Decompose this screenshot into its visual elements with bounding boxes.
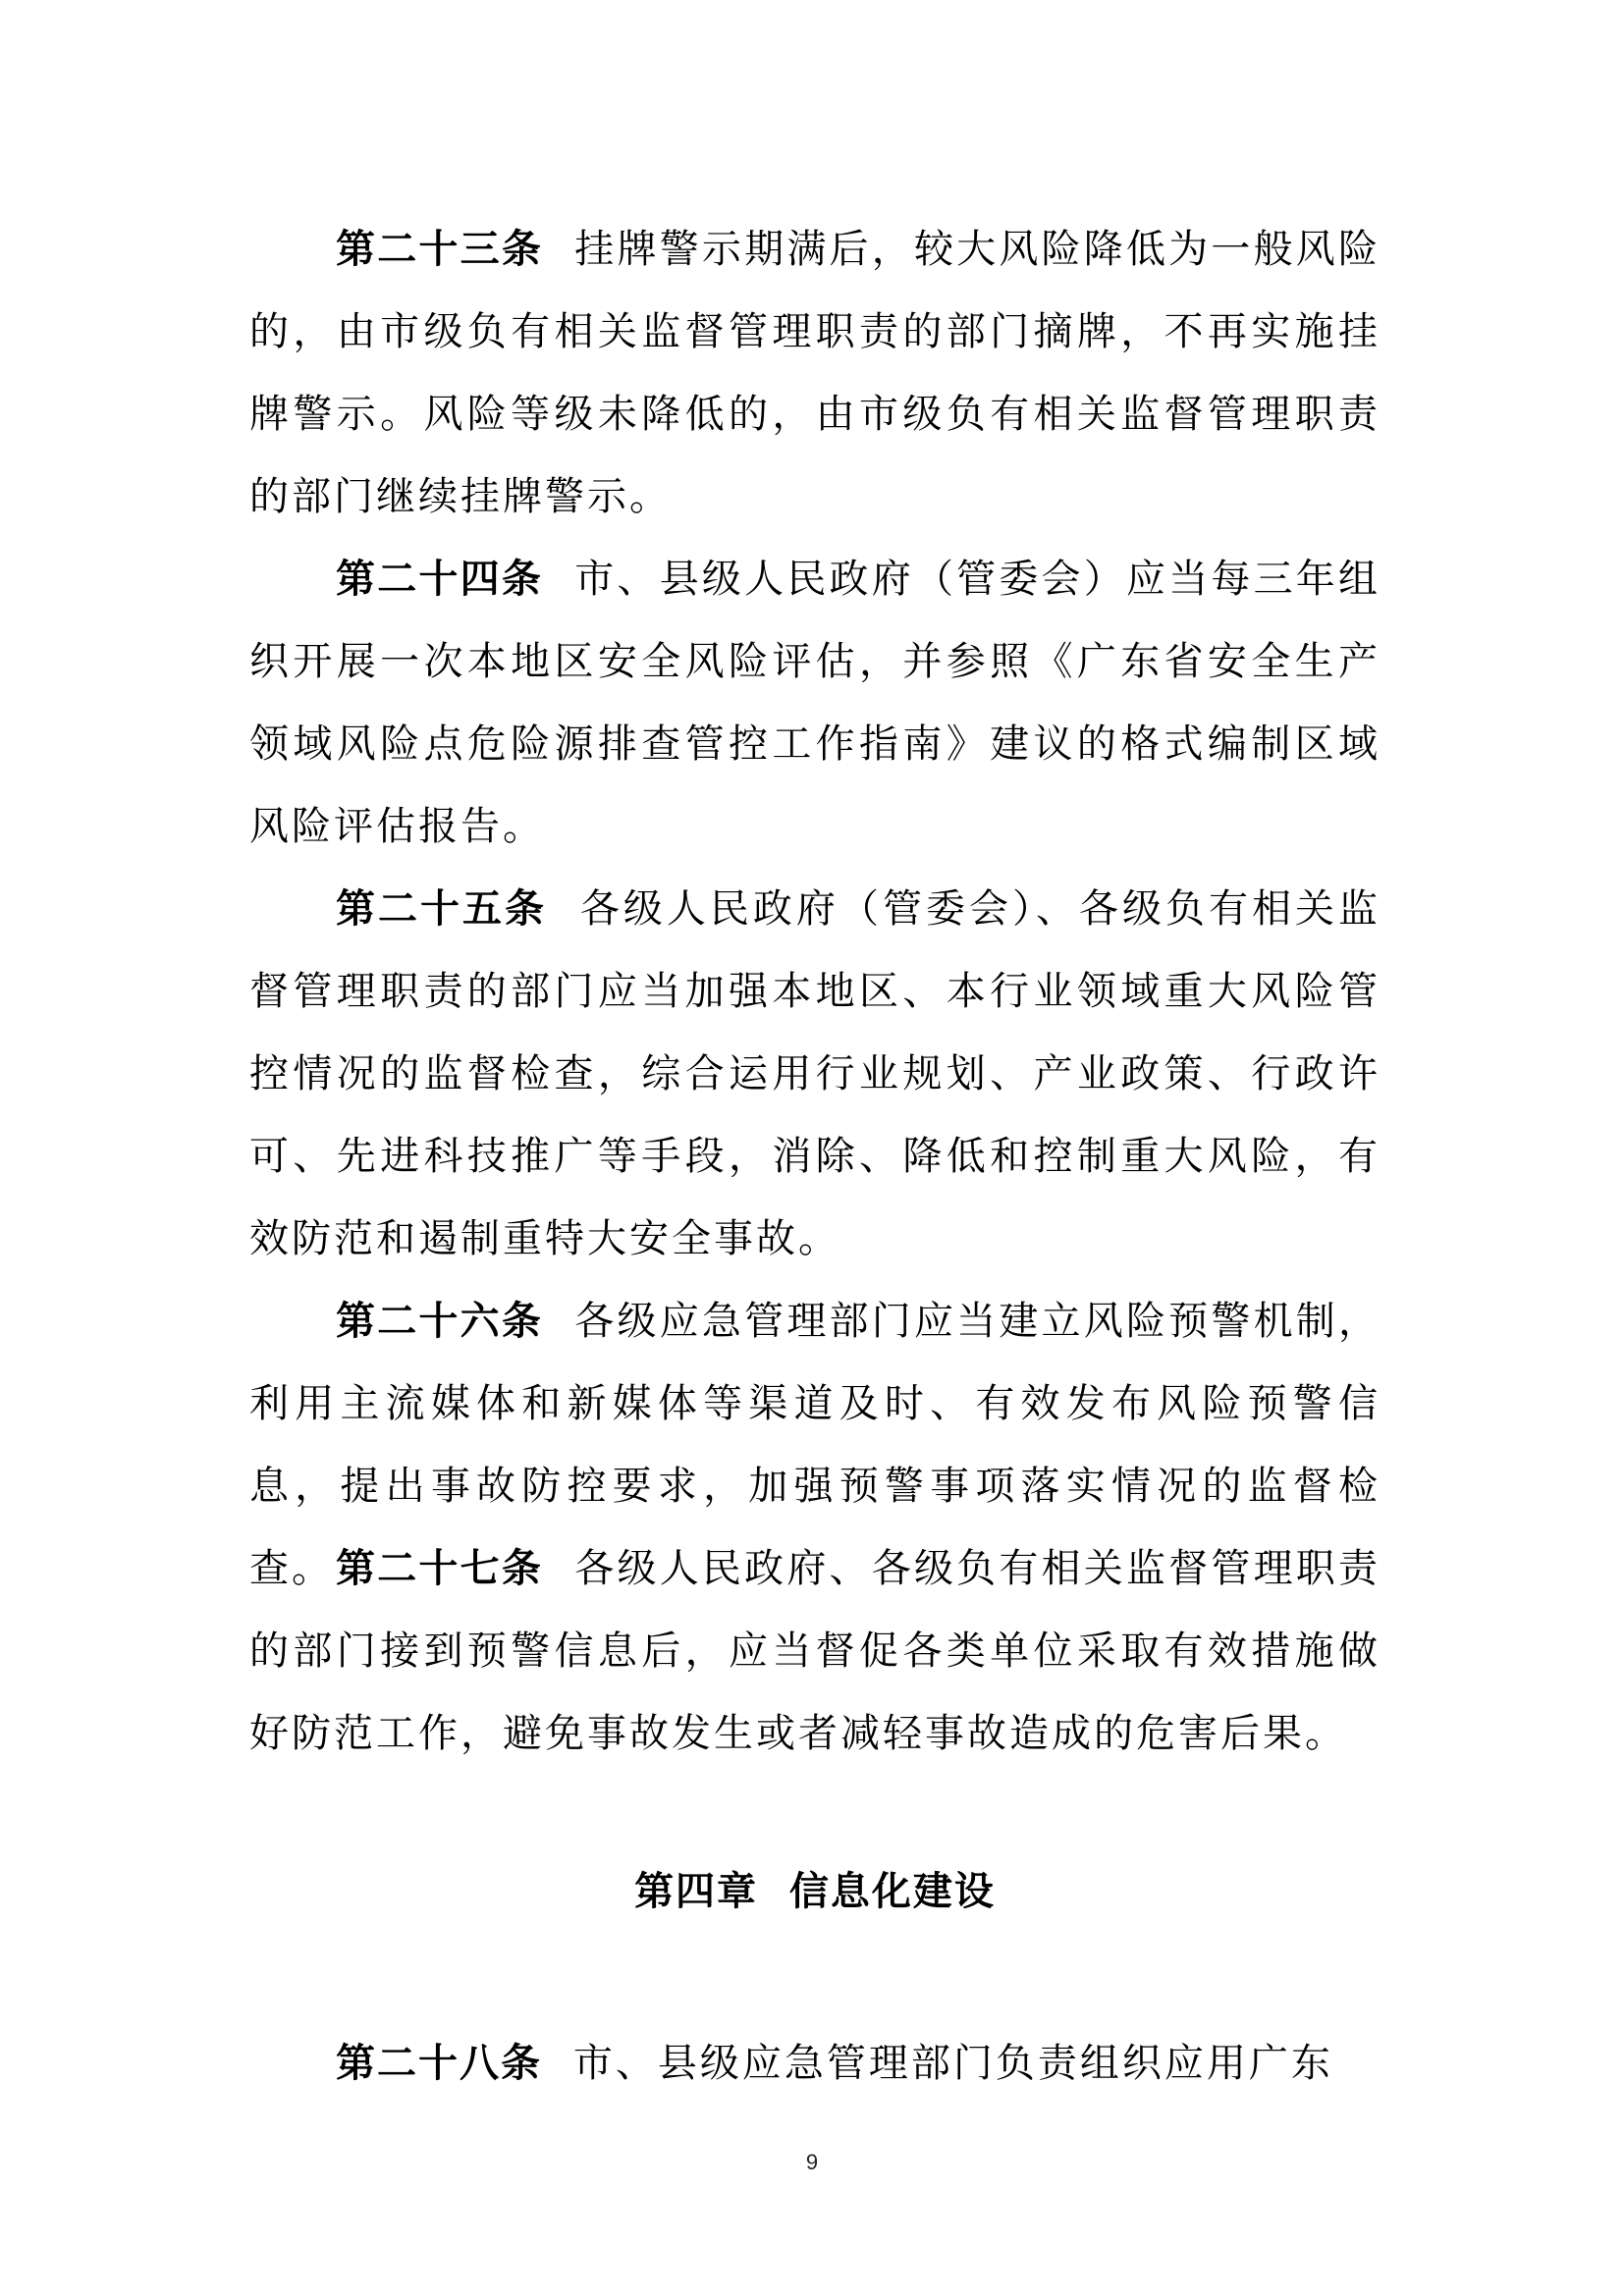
article-label: 第二十六条: [336, 1299, 544, 1344]
article-label: 第二十四条: [336, 557, 544, 602]
article-text: 挂牌警示期满后，较大风险降低为一般风险的，由市级负有相关监督管理职责的部门摘牌，不再实施挂牌警示。风险等级未降低的，由市级负有相关监督管理职责的部门继续挂牌警示。: [249, 227, 1380, 519]
article-text: 各级人民政府（管委会）、各级负有相关监督管理职责的部门应当加强本地区、本行业领域重大风险管控情况的监督检查，综合运用行业规划、产业政策、行政许可、先进科技推广等手段，消除、降低和控制重大风险，有效防范和遏制重特大安全事故。: [249, 886, 1381, 1261]
article-label: 第二十三条: [336, 227, 544, 272]
article-label: 第二十七条: [336, 1546, 544, 1591]
chapter-title: 信息化建设: [788, 1869, 996, 1914]
chapter-number: 第四章: [634, 1869, 759, 1914]
article-23: [249, 208, 1380, 538]
article-label: 第二十八条: [336, 2041, 542, 2086]
article-text: 市、县级人民政府（管委会）应当每三年组织开展一次本地区安全风险评估，并参照《广东省安全生产领域风险点危险源排查管控工作指南》建议的格式编制区域风险评估报告。: [249, 557, 1380, 849]
article-24: [249, 538, 1380, 868]
article-text: 市、县级应急管理部门负责组织应用广东: [572, 2041, 1333, 2086]
article-25: [249, 868, 1380, 1280]
chapter-heading: [249, 1862, 1380, 1921]
article-28: [249, 2022, 1380, 2105]
article-label: 第二十五条: [336, 886, 548, 932]
page-number: 9: [805, 2150, 819, 2174]
article-27: [249, 1527, 1380, 1775]
article-text: 各级应急管理部门应当建立风险预警机制，利用主流媒体和新媒体等渠道及时、有效发布风险预警信息，提出事故防控要求，加强预警事项落实情况的监督检查。: [249, 1299, 1380, 1591]
article-text: 各级人民政府、各级负有相关监督管理职责的部门接到预警信息后，应当督促各类单位采取有效措施做好防范工作，避免事故发生或者减轻事故造成的危害后果。: [249, 1546, 1380, 1756]
